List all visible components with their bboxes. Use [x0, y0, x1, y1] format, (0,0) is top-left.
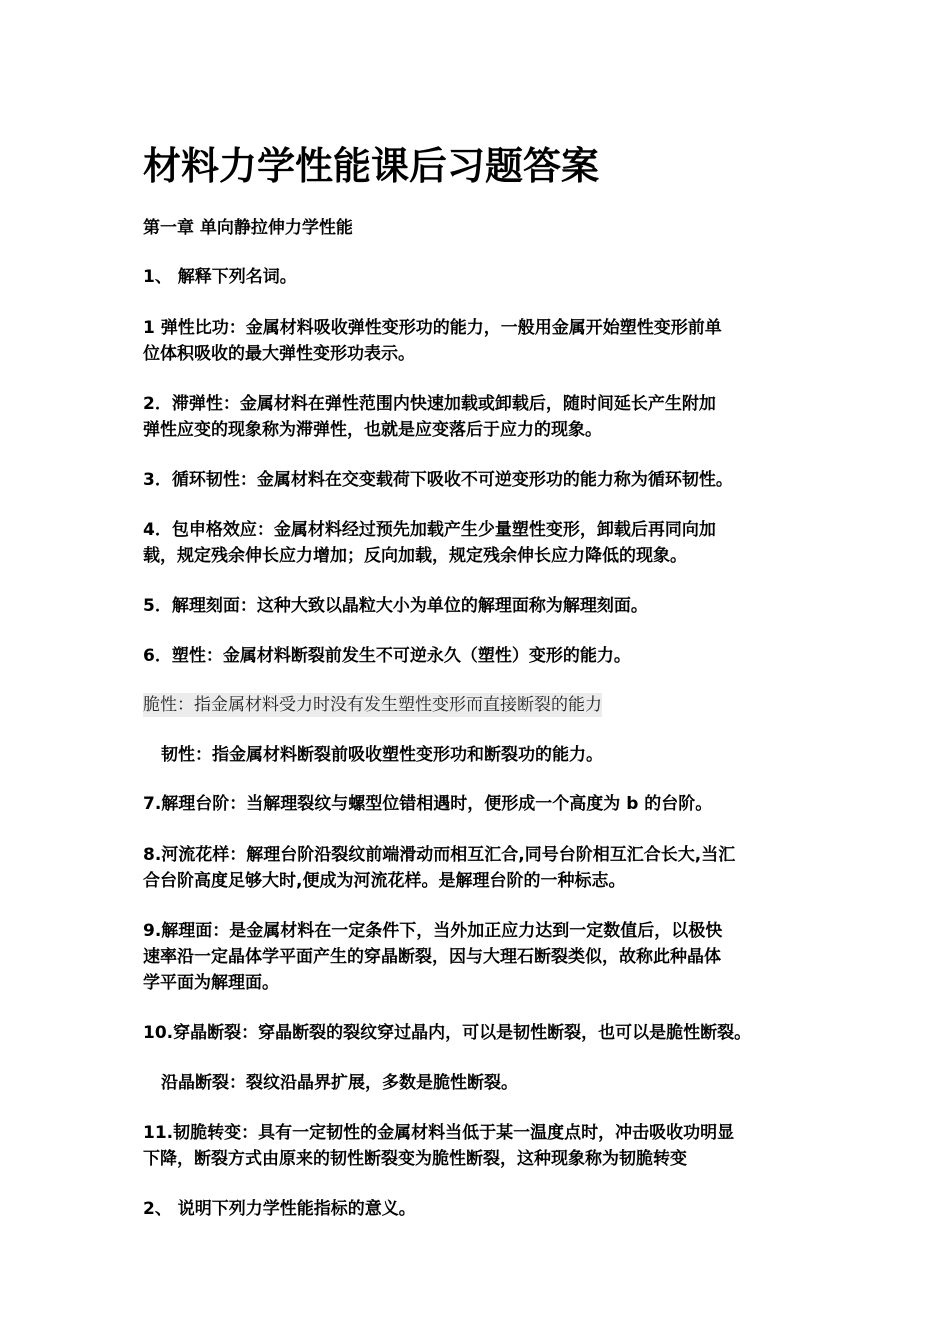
term-elastic-work: 1 弹性比功：金属材料吸收弹性变形功的能力，一般用金属开始塑性变形前单 位体积吸收的最大弹性变形功表示。 [143, 318, 722, 364]
term-brittleness: 脆性：指金属材料受力时没有发生塑性变形而直接断裂的能力 [143, 695, 602, 715]
document-title: 材料力学性能课后习题答案 [143, 144, 600, 188]
term-cleavage-plane: 9.解理面：是金属材料在一定条件下，当外加正应力达到一定数值后，以极快 速率沿一定晶体学平面产生的穿晶断裂，因与大理石断裂类似，故称此种晶体 学平面为解理面。 [143, 921, 723, 993]
question-2-heading: 2、 说明下列力学性能指标的意义。 [143, 1199, 416, 1219]
term-cleavage-facet: 5．解理刻面：这种大致以晶粒大小为单位的解理面称为解理刻面。 [143, 596, 648, 616]
term-plasticity: 6．塑性：金属材料断裂前发生不可逆永久（塑性）变形的能力。 [143, 646, 631, 666]
term-bauschinger-effect: 4．包申格效应：金属材料经过预先加载产生少量塑性变形，卸载后再同向加 载，规定残余伸长应力增加；反向加载，规定残余伸长应力降低的现象。 [143, 520, 716, 566]
term-intergranular-fracture: 沿晶断裂：裂纹沿晶界扩展，多数是脆性断裂。 [161, 1073, 518, 1093]
chapter-heading: 第一章 单向静拉伸力学性能 [143, 218, 353, 238]
term-anelasticity: 2．滞弹性：金属材料在弹性范围内快速加载或卸载后，随时间延长产生附加 弹性应变的现象称为滞弹性，也就是应变落后于应力的现象。 [143, 394, 716, 440]
term-cleavage-step: 7.解理台阶：当解理裂纹与螺型位错相遇时，便形成一个高度为 b 的台阶。 [143, 794, 713, 814]
term-ductile-brittle-transition: 11.韧脆转变：具有一定韧性的金属材料当低于某一温度点时，冲击吸收功明显 下降，断裂方式由原来的韧性断裂变为脆性断裂，这种现象称为韧脆转变 [143, 1123, 735, 1169]
term-cyclic-toughness: 3．循环韧性：金属材料在交变载荷下吸收不可逆变形功的能力称为循环韧性。 [143, 470, 733, 490]
term-transgranular-fracture: 10.穿晶断裂：穿晶断裂的裂纹穿过晶内，可以是韧性断裂，也可以是脆性断裂。 [143, 1023, 752, 1043]
term-river-pattern: 8.河流花样：解理台阶沿裂纹前端滑动而相互汇合,同号台阶相互汇合长大,当汇 合台阶高度足够大时,便成为河流花样。是解理台阶的一种标志。 [143, 845, 736, 891]
term-toughness: 韧性：指金属材料断裂前吸收塑性变形功和断裂功的能力。 [161, 745, 603, 765]
question-1-heading: 1、 解释下列名词。 [143, 267, 297, 287]
